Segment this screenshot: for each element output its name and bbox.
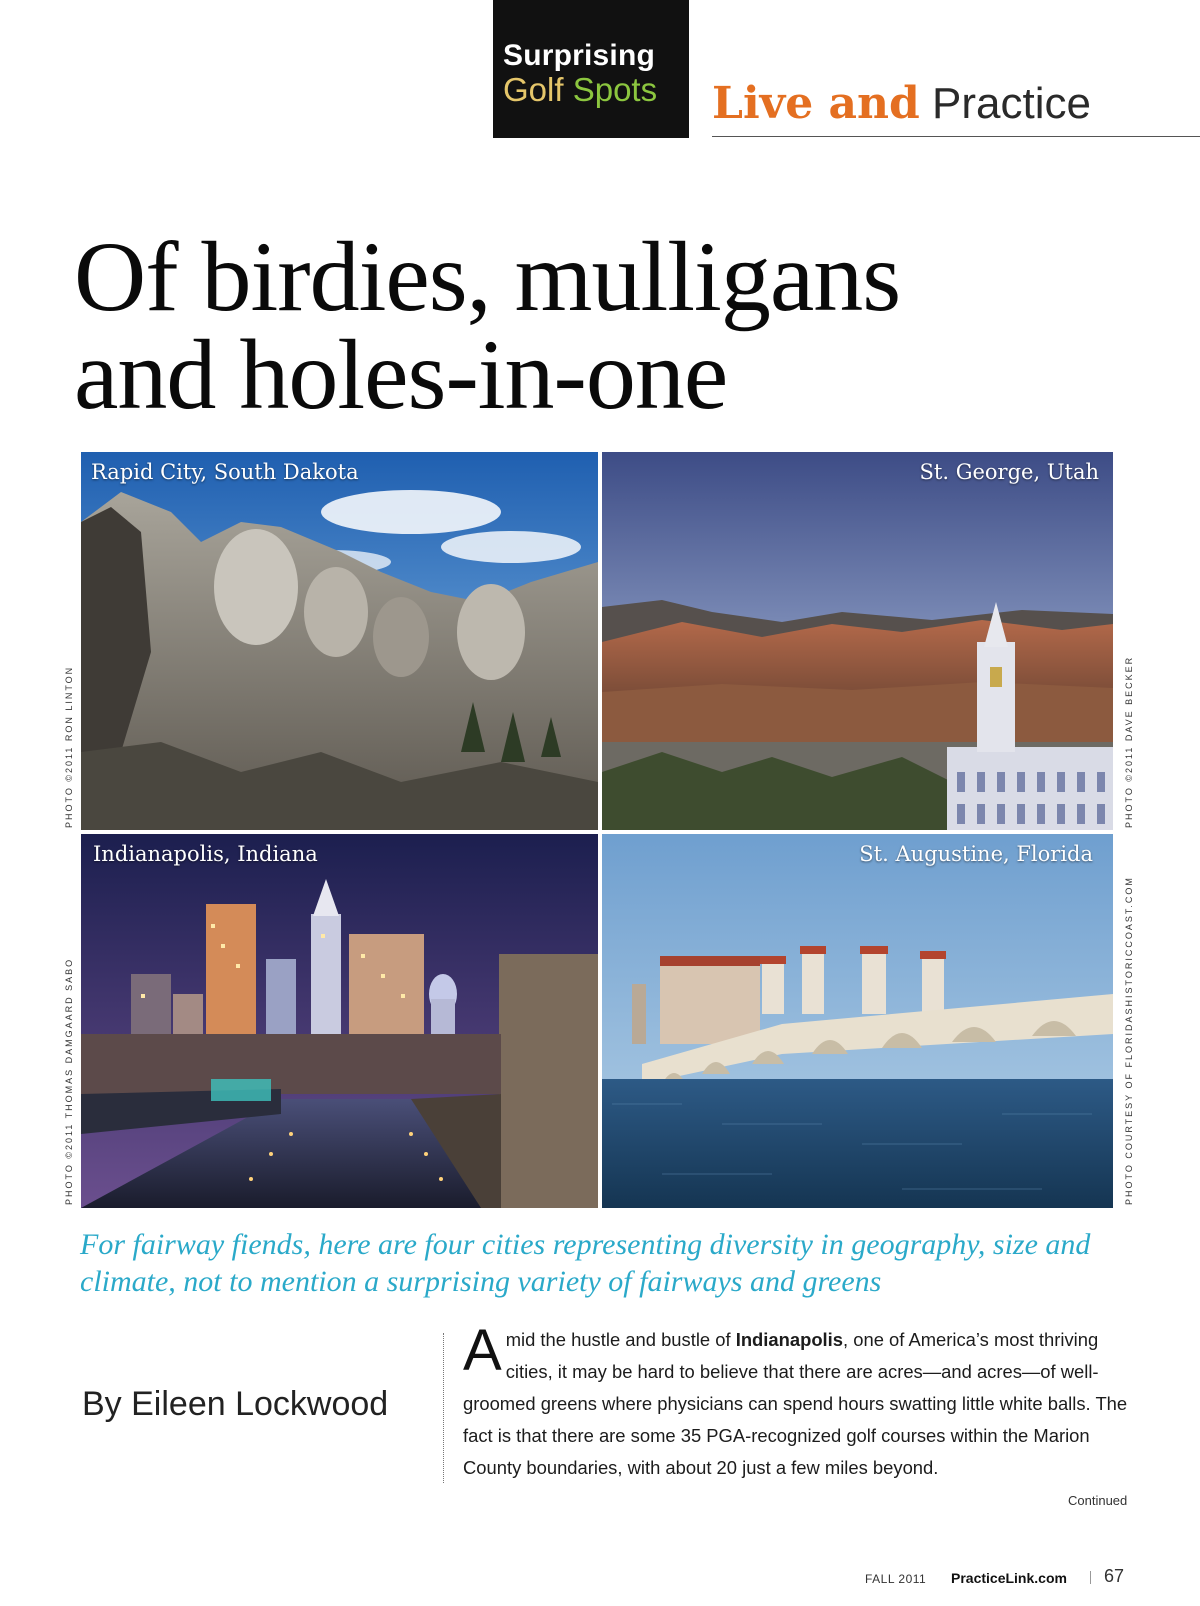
section-title xyxy=(712,76,1091,132)
body-bold-city: Indianapolis xyxy=(735,1329,844,1350)
photo-label-indianapolis: Indianapolis, Indiana xyxy=(93,842,318,866)
section-title-light: Practice xyxy=(932,79,1091,128)
indianapolis-image xyxy=(81,834,598,1208)
body-text-1: mid the hustle and bustle of xyxy=(505,1329,736,1350)
section-badge xyxy=(493,0,689,138)
footer-separator xyxy=(1090,1571,1091,1584)
badge-golf: Golf xyxy=(503,71,573,108)
column-rule xyxy=(443,1333,444,1483)
st-augustine-image xyxy=(602,834,1113,1208)
body-text-2: , one of America’s most thriving cities, it may be hard to believe that there are acres—and acres—of well-groomed greens where physicians can spend hours swatting little white balls. The fact is that there are some 35 PGA-recognized golf courses within the Marion County boundaries, with about 20 just a few miles beyond. xyxy=(463,1329,1128,1478)
badge-line-2 xyxy=(503,72,689,108)
photo-rapid-city xyxy=(81,452,598,830)
badge-line-1: Surprising xyxy=(503,39,656,72)
byline: By Eileen Lockwood xyxy=(82,1385,389,1423)
photo-st-george xyxy=(602,452,1113,830)
photo-label-rapid-city: Rapid City, South Dakota xyxy=(91,460,359,484)
page-number: 67 xyxy=(1104,1566,1125,1586)
section-title-bold: Live and xyxy=(712,78,920,129)
photo-label-st-augustine: St. Augustine, Florida xyxy=(859,842,1093,866)
footer-issue: FALL 2011 xyxy=(865,1572,927,1586)
drop-cap: A xyxy=(463,1318,502,1383)
st-george-image xyxy=(602,452,1113,830)
headline-line-2: and holes-in-one xyxy=(74,319,728,430)
mount-rushmore-image xyxy=(81,452,598,830)
headline xyxy=(74,221,1154,430)
photo-credit-st-george: PHOTO ©2011 DAVE BECKER xyxy=(1124,655,1134,828)
photo-credit-rapid-city: PHOTO ©2011 RON LINTON xyxy=(64,665,74,828)
photo-indianapolis xyxy=(81,834,598,1208)
footer-site[interactable]: PracticeLink.com xyxy=(951,1570,1067,1586)
photo-label-st-george: St. George, Utah xyxy=(919,460,1099,484)
badge-spots: Spots xyxy=(572,71,658,108)
headline-line-1: Of birdies, mulligans xyxy=(74,221,901,332)
photo-credit-st-augustine: PHOTO COURTESY OF FLORIDASHISTORICCOAST.COM xyxy=(1124,876,1134,1205)
article-body xyxy=(463,1318,1128,1484)
photo-credit-indianapolis: PHOTO ©2011 THOMAS DAMGAARD SABO xyxy=(64,957,74,1205)
header-rule xyxy=(712,136,1200,137)
photo-st-augustine xyxy=(602,834,1113,1208)
continued-label: Continued xyxy=(1068,1493,1128,1508)
deck-subtitle: For fairway fiends, here are four cities representing diversity in geography, size and climate, not to mention a surprising variety of fairways and greens xyxy=(80,1228,1091,1298)
